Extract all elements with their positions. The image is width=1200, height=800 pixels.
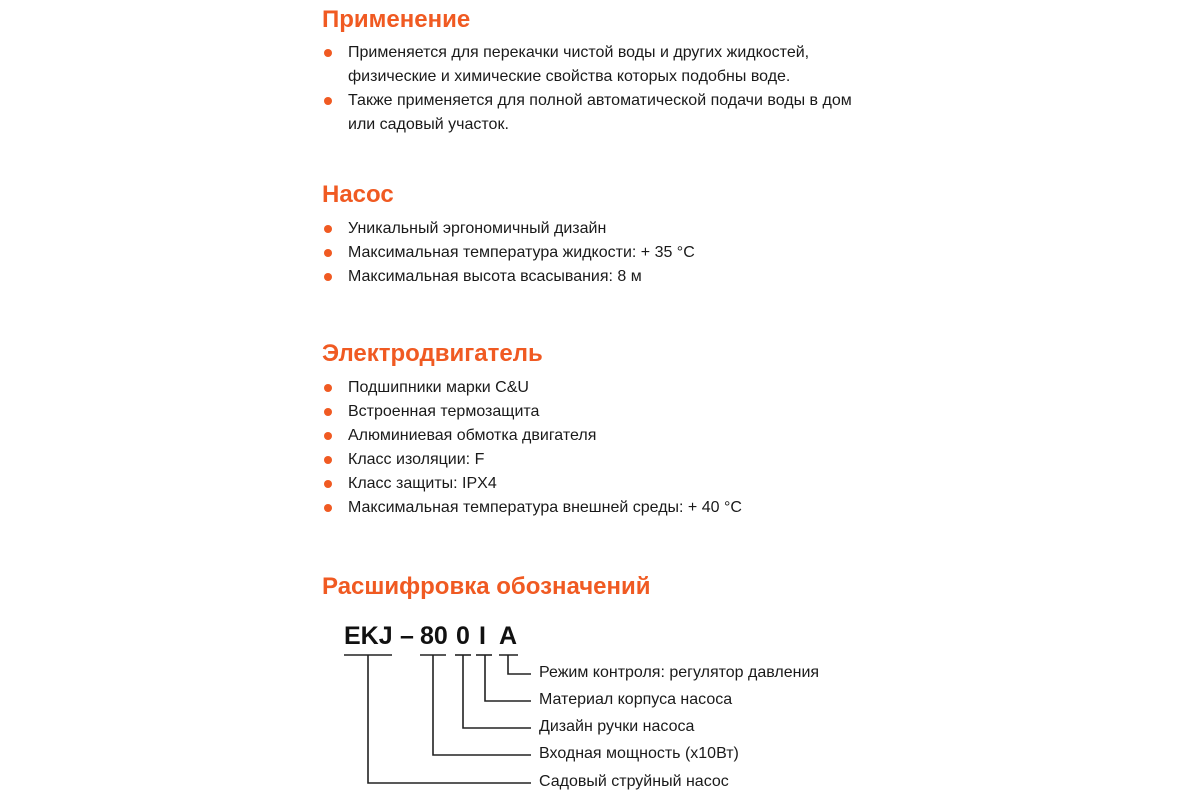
label-input-power: Входная мощность (х10Вт) [539, 745, 739, 762]
section-title-motor: Электродвигатель [322, 340, 543, 367]
list-item-text: Уникальный эргономичный дизайн [348, 220, 607, 237]
list-item-text: Максимальная температура жидкости: + 35 °C [348, 244, 695, 261]
label-handle-design: Дизайн ручки насоса [539, 718, 695, 735]
label-housing-material: Материал корпуса насоса [539, 691, 733, 708]
leader-control [508, 655, 531, 674]
list-item-text: Подшипники марки C&U [348, 379, 529, 396]
list-item-text: Также применяется для полной автоматической подачи воды в дом или садовый участок. [348, 92, 852, 133]
list-item-text: Класс изоляции: F [348, 451, 485, 468]
code-part-material: I [479, 622, 486, 650]
section-title-pump: Насос [322, 181, 394, 208]
code-part-dash: – [400, 622, 414, 650]
list-item-text: Применяется для перекачки чистой воды и других жидкостей, физические и химические свойства которых подобны воде. [348, 44, 810, 85]
section-title-designation: Расшифровка обозначений [322, 573, 651, 600]
label-control-mode: Режим контроля: регулятор давления [539, 664, 820, 681]
leader-series [368, 655, 531, 783]
list-item-text: Класс защиты: IPX4 [348, 475, 497, 492]
leader-power [433, 655, 531, 755]
code-part-handle: 0 [456, 622, 470, 650]
label-pump-type: Садовый струйный насос [539, 773, 729, 790]
section-title-application: Применение [322, 6, 471, 33]
leader-handle [463, 655, 531, 728]
code-part-power: 80 [420, 622, 448, 650]
list-item-text: Максимальная температура внешней среды: + 40 °C [348, 499, 742, 516]
list-item-text: Максимальная высота всасывания: 8 м [348, 268, 642, 285]
list-item-text: Алюминиевая обмотка двигателя [348, 427, 597, 444]
code-part-control: A [499, 622, 518, 650]
list-item-text: Встроенная термозащита [348, 403, 540, 420]
code-part-series: EKJ [344, 622, 393, 650]
